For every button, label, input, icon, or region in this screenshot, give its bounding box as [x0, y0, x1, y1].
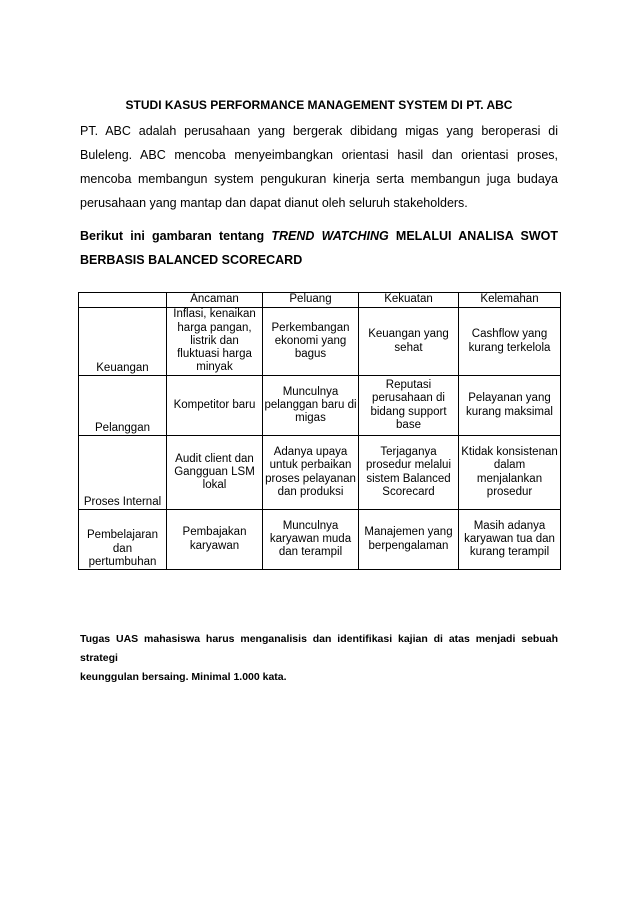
heading-text: Berikut ini gambaran tentang — [80, 229, 272, 243]
assignment-line: keunggulan bersaing. Minimal 1.000 kata. — [80, 671, 287, 683]
table-cell: Pembajakan karyawan — [167, 510, 263, 570]
table-cell: Kompetitor baru — [167, 376, 263, 436]
table-cell: Perkembangan ekonomi yang bagus — [263, 308, 359, 376]
intro-line: mencoba membangun system pengukuran kinerja serta membangun juga budaya — [80, 172, 558, 186]
table-row — [79, 436, 561, 510]
table-header-row — [79, 293, 561, 308]
table-row — [79, 376, 561, 436]
section-heading — [80, 224, 558, 272]
table-cell: Munculnya pelanggan baru di migas — [263, 376, 359, 436]
column-header: Kekuatan — [359, 293, 459, 308]
section-heading-line: BERBASIS BALANCED SCORECARD — [80, 253, 303, 267]
heading-text: MELALUI ANALISA SWOT — [388, 229, 559, 243]
table-row — [79, 308, 561, 376]
table-cell: Terjaganya prosedur melalui sistem Balanced Scorecard — [359, 436, 459, 510]
assignment-note — [80, 630, 558, 687]
table-cell: Manajemen yang berpengalaman — [359, 510, 459, 570]
row-header: Pelanggan — [79, 376, 167, 436]
heading-emphasis: TREND WATCHING — [271, 229, 389, 243]
table-cell: Inflasi, kenaikan harga pangan, listrik dan fluktuasi harga minyak — [167, 308, 263, 376]
row-header: Pembelajaran dan pertumbuhan — [79, 510, 167, 570]
section-heading-line — [80, 224, 558, 248]
table-cell: Pelayanan yang kurang maksimal — [459, 376, 561, 436]
table-cell: Reputasi perusahaan di bidang support base — [359, 376, 459, 436]
column-header: Peluang — [263, 293, 359, 308]
document-title: STUDI KASUS PERFORMANCE MANAGEMENT SYSTEM DI PT. ABC — [125, 98, 513, 112]
table-cell: Ktidak konsistenan dalam menjalankan prosedur — [459, 436, 561, 510]
table-cell: Munculnya karyawan muda dan terampil — [263, 510, 359, 570]
table-cell: Audit client dan Gangguan LSM lokal — [167, 436, 263, 510]
table-cell: Adanya upaya untuk perbaikan proses pelayanan dan produksi — [263, 436, 359, 510]
row-header: Proses Internal — [79, 436, 167, 510]
row-header: Keuangan — [79, 308, 167, 376]
column-header: Ancaman — [167, 293, 263, 308]
intro-line: Buleleng. ABC mencoba menyeimbangkan orientasi hasil dan orientasi proses, — [80, 148, 558, 162]
intro-line: perusahaan yang mantap dan dapat dianut oleh seluruh stakeholders. — [80, 196, 468, 210]
swot-table — [78, 292, 561, 570]
table-cell: Keuangan yang sehat — [359, 308, 459, 376]
intro-line: PT. ABC adalah perusahaan yang bergerak dibidang migas yang beroperasi di — [80, 124, 558, 138]
intro-paragraph — [80, 119, 558, 215]
column-header — [79, 293, 167, 308]
table-row — [79, 510, 561, 570]
table-cell: Cashflow yang kurang terkelola — [459, 308, 561, 376]
table-cell: Masih adanya karyawan tua dan kurang terampil — [459, 510, 561, 570]
column-header: Kelemahan — [459, 293, 561, 308]
assignment-line: Tugas UAS mahasiswa harus menganalisis dan identifikasi kajian di atas menjadi sebuah strategi — [80, 633, 558, 664]
